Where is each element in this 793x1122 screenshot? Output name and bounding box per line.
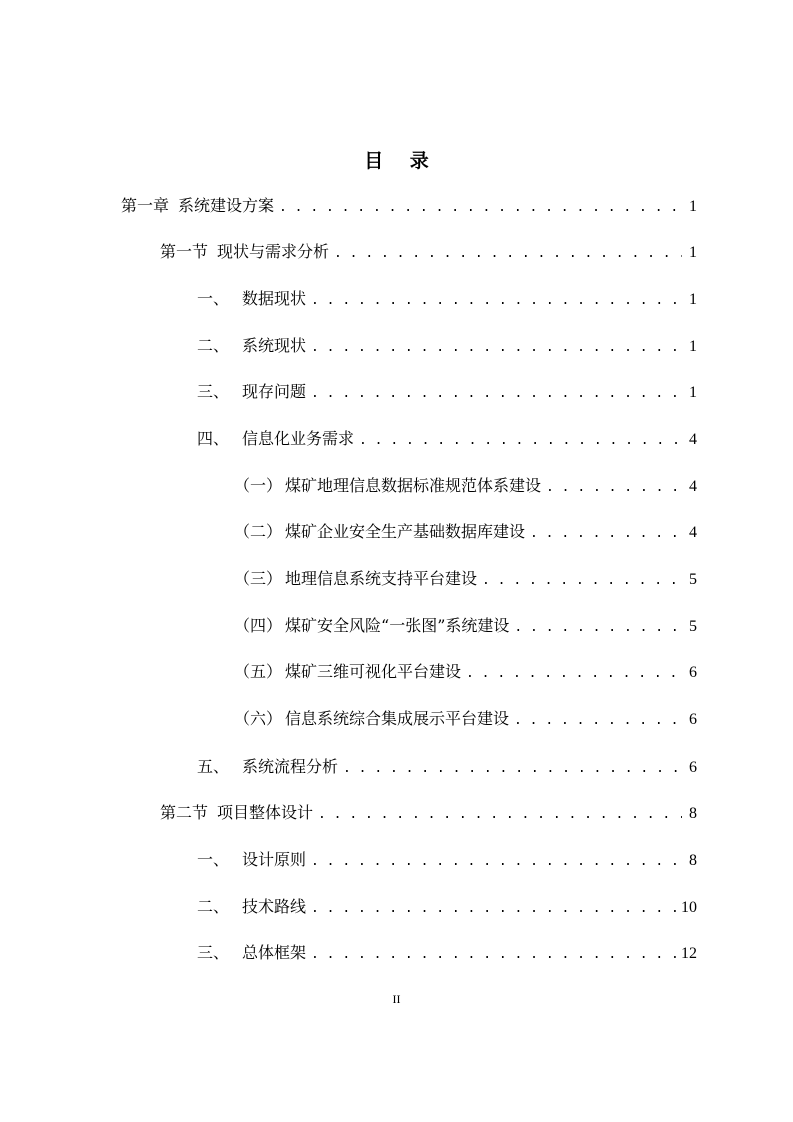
toc-text: 技术路线 xyxy=(242,897,307,916)
toc-leader-dots xyxy=(311,943,676,967)
toc-entry-item[interactable] xyxy=(197,755,697,779)
toc-entry-item[interactable] xyxy=(197,287,697,311)
toc-entry-item[interactable] xyxy=(197,895,697,919)
toc-text: 总体框架 xyxy=(242,943,307,962)
toc-prefix: （二） xyxy=(234,522,283,541)
toc-page-number: 8 xyxy=(689,852,697,869)
toc-page-number: 6 xyxy=(689,664,697,681)
toc-text: 系统流程分析 xyxy=(242,757,339,776)
toc-prefix: 一、 xyxy=(197,289,230,308)
toc-entry-item[interactable] xyxy=(197,941,697,965)
toc-page-number: 1 xyxy=(689,384,697,401)
toc-page-number: 6 xyxy=(689,759,697,776)
toc-prefix: 第一章 xyxy=(121,196,170,215)
toc-entry-item[interactable] xyxy=(197,380,697,404)
toc-entry-subitem[interactable] xyxy=(234,614,697,638)
toc-page-number: 4 xyxy=(689,431,697,448)
toc-leader-dots xyxy=(311,336,682,360)
toc-leader-dots xyxy=(311,382,682,406)
toc-text: 煤矿三维可视化平台建设 xyxy=(285,662,462,681)
toc-leader-dots xyxy=(311,850,682,874)
toc-text: 煤矿安全风险“一张图”系统建设 xyxy=(285,616,510,635)
toc-prefix: 二、 xyxy=(197,336,230,355)
toc-text: 信息化业务需求 xyxy=(242,429,355,448)
toc-entry-subitem[interactable] xyxy=(234,474,697,498)
toc-entry-subitem[interactable] xyxy=(234,707,697,731)
toc-entry-item[interactable] xyxy=(197,848,697,872)
toc-leader-dots xyxy=(311,289,682,313)
toc-text: 系统现状 xyxy=(242,336,307,355)
toc-page-number: 1 xyxy=(689,244,697,261)
toc-prefix: 三、 xyxy=(197,382,230,401)
toc-entry-item[interactable] xyxy=(197,334,697,358)
page-footer-number: II xyxy=(392,992,401,1006)
toc-entry-subitem[interactable] xyxy=(234,520,697,544)
toc-title: 目 录 xyxy=(364,150,439,172)
toc-page-number: 4 xyxy=(689,478,697,495)
toc-leader-dots xyxy=(311,897,676,921)
toc-page-number: 6 xyxy=(689,711,697,728)
toc-prefix: 二、 xyxy=(197,897,230,916)
toc-page-number: 10 xyxy=(681,899,697,916)
toc-page-number: 12 xyxy=(681,945,697,962)
toc-leader-dots xyxy=(466,662,682,686)
toc-page-number: 8 xyxy=(689,805,697,822)
toc-text: 设计原则 xyxy=(242,850,307,869)
toc-prefix: 一、 xyxy=(197,850,230,869)
toc-text: 现状与需求分析 xyxy=(217,242,330,261)
toc-entry-section-2[interactable] xyxy=(160,801,697,825)
toc-text: 煤矿企业安全生产基础数据库建设 xyxy=(285,522,526,541)
toc-text: 数据现状 xyxy=(242,289,307,308)
toc-prefix: 第二节 xyxy=(160,803,209,822)
toc-leader-dots xyxy=(279,196,682,220)
toc-page-number: 5 xyxy=(689,618,697,635)
toc-prefix: （三） xyxy=(234,569,283,588)
toc-entry-chapter-1[interactable] xyxy=(121,194,697,218)
toc-page-number: 5 xyxy=(689,571,697,588)
toc-page-number: 1 xyxy=(689,291,697,308)
toc-prefix: （一） xyxy=(234,476,283,495)
toc-prefix: 四、 xyxy=(197,429,230,448)
toc-page-number: 1 xyxy=(689,338,697,355)
toc-leader-dots xyxy=(334,242,682,266)
toc-entry-section-1[interactable] xyxy=(160,240,697,264)
toc-leader-dots xyxy=(343,757,682,781)
toc-leader-dots xyxy=(514,709,682,733)
toc-prefix: 三、 xyxy=(197,943,230,962)
toc-text: 现存问题 xyxy=(242,382,307,401)
toc-leader-dots xyxy=(318,803,682,827)
toc-leader-dots xyxy=(359,429,682,453)
toc-leader-dots xyxy=(546,476,682,500)
toc-leader-dots xyxy=(514,616,682,640)
toc-text: 煤矿地理信息数据标准规范体系建设 xyxy=(285,476,542,495)
toc-prefix: （四） xyxy=(234,616,283,635)
toc-prefix: 五、 xyxy=(197,757,230,776)
toc-prefix: 第一节 xyxy=(160,242,209,261)
toc-entry-item[interactable] xyxy=(197,427,697,451)
toc-prefix: （五） xyxy=(234,662,283,681)
toc-entry-subitem[interactable] xyxy=(234,660,697,684)
toc-page-number: 4 xyxy=(689,524,697,541)
toc-page-number: 1 xyxy=(689,198,697,215)
toc-leader-dots xyxy=(530,522,682,546)
toc-text: 地理信息系统支持平台建设 xyxy=(285,569,478,588)
toc-text: 系统建设方案 xyxy=(178,196,275,215)
toc-leader-dots xyxy=(482,569,682,593)
toc-text: 信息系统综合集成展示平台建设 xyxy=(285,709,510,728)
toc-prefix: （六） xyxy=(234,709,283,728)
toc-entry-subitem[interactable] xyxy=(234,567,697,591)
toc-text: 项目整体设计 xyxy=(217,803,314,822)
